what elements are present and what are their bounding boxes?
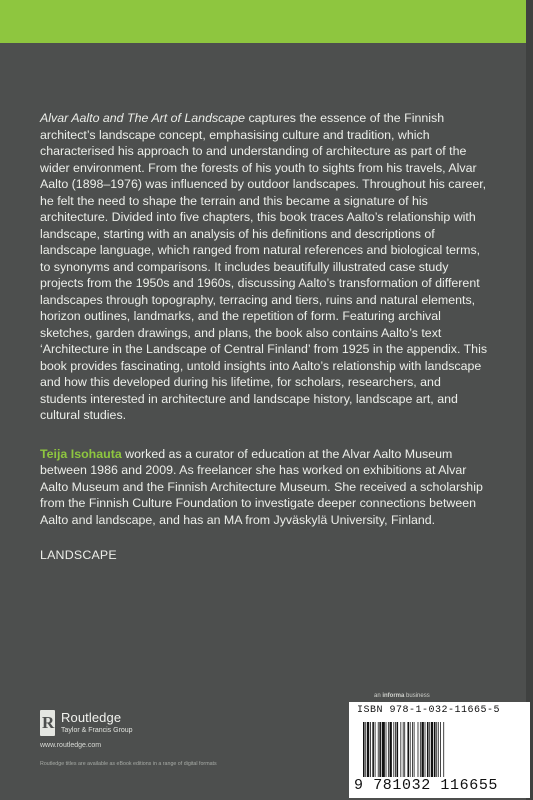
description-text: captures the essence of the Finnish architect’s landscape concept, emphasising culture and tradition, which characterised his approach to and understanding of architecture as part of the wider environment. From the forests of his youth to sights from his travels, Alvar Aalto (1898–1976) was influenced by outdoor landscapes. Throughout his career, he felt the need to shape the terrain and this became a signature of his architecture. Divided into five chapters, this book traces Aalto’s relationship with landscape, starting with an analysis of his definitions and descriptions of landscape language, which ranged from natural references and biological terms, to synonyms and comparisons. It includes beautifully illustrated case study projects from the 1950s and 1960s, discussing Aalto’s transformation of different landscapes through topography, terracing and tiers, ruins and natural elements, horizon outlines, landmarks, and the repetition of form. Featuring archival sketches, garden drawings, and plans, the book also contains Aalto’s text ‘Architecture in the Landscape of Central Finland’ from 1925 in the appendix. This book provides fascinating, untold insights into Aalto’s relationship with landscape and how this developed during his lifetime, for scholars, researchers, and students interested in architecture and landscape history, landscape art, and cultural studies. — [40, 111, 488, 422]
barcode-bar — [431, 722, 433, 777]
barcode-bar — [436, 722, 437, 777]
barcode-bar — [363, 722, 365, 777]
barcode-bar — [420, 722, 421, 777]
publisher-name: Routledge — [61, 710, 122, 725]
barcode-bar — [382, 722, 385, 777]
ebook-note: Routledge titles are available as eBook editions in a range of digital formats — [40, 761, 217, 767]
barcode-bar — [407, 722, 409, 777]
barcode-bar — [397, 722, 399, 777]
barcode-bar — [386, 722, 387, 777]
book-description — [40, 110, 488, 424]
informa-brand: informa — [382, 693, 405, 699]
isbn-number: ISBN 978-1-032-11665-5 — [357, 705, 501, 716]
publisher-group: Taylor & Francis Group — [61, 727, 133, 734]
spine-edge — [526, 0, 533, 800]
barcode-bar — [429, 722, 430, 777]
barcode-bar — [379, 722, 381, 777]
barcode-bar — [403, 722, 404, 777]
barcode-bar — [418, 722, 419, 777]
barcode-bar — [427, 722, 429, 777]
publisher-website: www.routledge.com — [40, 742, 102, 749]
barcode-bar — [388, 722, 389, 777]
barcode-bar — [370, 722, 371, 777]
barcode-bar — [414, 722, 415, 777]
barcode-bar — [425, 722, 426, 777]
author-name: Teija Isohauta — [40, 446, 122, 461]
publisher-logo — [40, 708, 190, 740]
author-bio — [40, 446, 488, 529]
barcode-bar — [434, 722, 436, 777]
barcode-bar — [375, 722, 376, 777]
barcode-bar — [378, 722, 379, 777]
barcode-bar — [438, 722, 439, 777]
barcode-bar — [372, 722, 374, 777]
subject-category: LANDSCAPE — [40, 548, 117, 562]
cover-text — [40, 110, 488, 562]
informa-tagline: an informa business — [374, 693, 430, 699]
barcode-bar — [367, 722, 369, 777]
barcode-digits: 9 781032 116655 — [354, 777, 499, 794]
barcode-bar — [395, 722, 396, 777]
barcode-bar — [390, 722, 392, 777]
barcode-bar — [393, 722, 394, 777]
barcode-bar — [443, 722, 444, 777]
barcode-bar — [400, 722, 401, 777]
barcode-bar — [365, 722, 366, 777]
barcode-bars-icon — [363, 722, 523, 777]
barcode-bar — [422, 722, 424, 777]
isbn-barcode — [349, 702, 530, 798]
barcode-bar — [412, 722, 413, 777]
barcode-bar — [410, 722, 411, 777]
barcode-bar — [440, 722, 441, 777]
routledge-logo-icon: R — [40, 710, 55, 736]
accent-band — [0, 0, 533, 43]
barcode-bar — [404, 722, 405, 777]
book-title: Alvar Aalto and The Art of Landscape — [40, 111, 246, 125]
author-bio-text: worked as a curator of education at the Alvar Aalto Museum between 1986 and 2009. As freelancer she has worked on exhibitions at Alvar Aalto Museum and the Finnish Architecture Museum. She received a scholarship from the Finnish Culture Foundation to investigate deeper connections between Aalto and landscape, and has an MA from Jyväskylä University, Finland. — [40, 446, 483, 527]
